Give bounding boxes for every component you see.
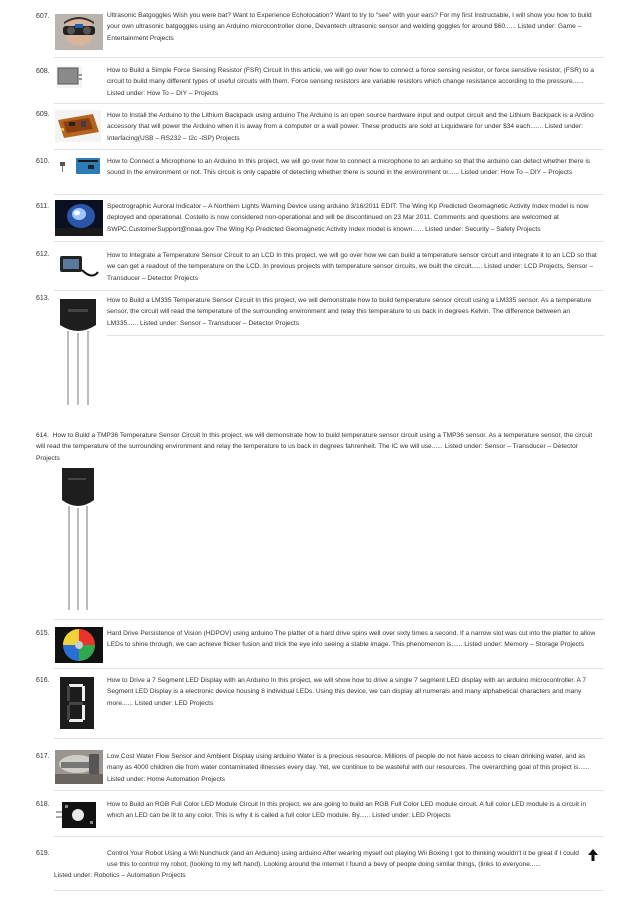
entry-number: 612.: [36, 251, 50, 258]
entry-number: 617.: [36, 753, 50, 760]
entry-description[interactable]: [36, 430, 602, 464]
entry-thumbnail[interactable]: [55, 627, 103, 663]
entry-description[interactable]: How to Build a Simple Force Sensing Resistor (FSR) Circuit In this article, we will go over how to connect a force sensing resistor, or force sensitive resistor, (FSR) to a circuit to build many different types of useful circuits with them. Force sensing resistors are variable resistors which change resistance according to the pressure...... Listed under: How To – DIY – Projects: [107, 67, 595, 97]
entry-thumbnail[interactable]: [56, 675, 100, 733]
entry-description[interactable]: How to Install the Arduino to the Lithium Backpack using arduino The Arduino is an open source hardware input and output circuit and the Lithium Backpack is a Ardino accessory that will power the Arduino when it is away from a computer or a wall power. These products are sold at Liquidware for under $34 each....... Listed under: Interfacing(USB – RS232 – I2c -ISP) Projects: [107, 112, 594, 142]
entry-number: 607.: [36, 13, 50, 20]
entry-thumbnail[interactable]: [55, 110, 101, 142]
entry-thumbnail[interactable]: [56, 66, 82, 88]
separator: [54, 241, 604, 242]
entry-number: 608.: [36, 68, 50, 75]
separator: [107, 335, 604, 336]
entry-number: 615.: [36, 630, 50, 637]
entry-description[interactable]: How to Connect a Microphone to an Arduino In this project, we will go over how to connect a microphone to an arduino so that the arduino can detect whether there is sound in the environment or not. This circuit is only capable of detecting whether there is sound in the environment or...... Listed under: How To – DIY – Projects: [107, 158, 591, 177]
entry-thumbnail[interactable]: [56, 250, 100, 282]
entry-text: How to Build a TMP36 Temperature Sensor Circuit In this project, we will demonstrate how to build temperature sensor circuit using a TMP36 sensor. As a temperature sensor, the circuit will read the temperature of the surrounding environment and relay the temperature to us back in degrees fahrenheit. The IC we will use...... Listed under: Sensor – Transducer – Detector Projects: [36, 432, 593, 462]
entry-description[interactable]: Spectrographic Auroral Indicator – A Northern Lights Warning Device using arduino 3/16/2011 EDIT: The Wing Kp Predicted Geomagnetic Activity Index model is now deployed and operational. Costello is now considered non-operational and will be discontinued on 23 Mar 2011. Comments and questions are welcomed at SWPC.CustomerSupport@noaa.gov The Wing Kp Predicted Geomagnetic Activity Index model is known...... Listed under: Security – Safety Projects: [107, 203, 589, 233]
separator: [54, 890, 604, 891]
separator: [54, 194, 604, 195]
entry-number: 614.: [36, 432, 49, 439]
separator: [54, 290, 604, 291]
separator: [54, 836, 604, 837]
entry-number: 611.: [36, 203, 50, 210]
entry-number: 610.: [36, 158, 50, 165]
entry-category[interactable]: Listed under: Robotics – Automation Projects: [54, 872, 186, 879]
entry-description[interactable]: Hard Drive Persistence of Vision (HDPOV) using arduino The platter of a hard drive spins well over sixty times a second. If a narrow slot was cut into the platter to allow LEDs to shine through, we can achieve flicker fusion and trick the eye into seeing a stable image. This phenomenon is...... Listed under: Memory – Storage Projects: [107, 630, 596, 649]
entry-description[interactable]: How to Build a LM335 Temperature Sensor Circuit In this project, we will demonstrate how to build temperature sensor circuit using a LM335 sensor. As a temperature sensor, the circuit will read the temperature of the surrounding environment and relay this temperature to us back in degrees Kelvin. The difference between an LM335...... Listed under: Sensor – Transducer – Detector Projects: [107, 297, 592, 327]
entry-thumbnail[interactable]: [55, 14, 103, 50]
entry-thumbnail[interactable]: [56, 295, 100, 408]
entry-number: 618.: [36, 801, 50, 808]
separator: [54, 790, 604, 791]
separator: [54, 149, 604, 150]
entry-description[interactable]: Control Your Robot Using a Wii Nunchuck (and an Arduino) using arduino After wearing myself out playing Wii Boxing I got to thinking wouldn't it be great if I could use this to control my robot, (looking to my left hand). Looking around the internet I found a bevy of people doing similar things, (links to everyone......: [107, 850, 579, 869]
entry-thumbnail[interactable]: [58, 157, 102, 175]
entry-thumbnail[interactable]: [56, 799, 102, 831]
entry-number: 619.: [36, 850, 50, 857]
entry-description[interactable]: How to Build an RGB Full Color LED Module Circuit In this project, we are going to build an RGB Full Color LED module circuit. A full color LED module is a circuit in which an LED can be lit to any color. This is why it is called a full color LED module. By...... Listed under: LED Projects: [107, 801, 586, 820]
separator: [54, 103, 604, 104]
entry-number: 609.: [36, 111, 50, 118]
entry-description[interactable]: How to Integrate a Temperature Sensor Circuit to an LCD In this project, we will go over how we can build a temperature sensor circuit and integrate it to an LCD so that we can get a readout of the temperature on the LCD. In previous projects with temperature sensor circuits, we built the circuit...... Listed under: LCD Projects, Sensor – Transducer – Detector Projects: [107, 252, 597, 282]
entry-number: 616.: [36, 677, 50, 684]
entry-thumbnail[interactable]: [56, 466, 100, 614]
up-arrow-icon[interactable]: [588, 848, 598, 860]
entry-thumbnail[interactable]: [55, 750, 103, 784]
entry-number: 613.: [36, 295, 50, 302]
separator: [54, 738, 604, 739]
entry-thumbnail[interactable]: [55, 200, 103, 236]
separator: [54, 619, 604, 620]
separator: [54, 668, 604, 669]
separator: [54, 57, 604, 58]
entry-description[interactable]: Low Cost Water Flow Sensor and Ambient Display using arduino Water is a precious resource. Millions of people do not have access to clean drinking water, and as many as 4000 children die from water contaminated illnesses every day. Yet, we continue to be wasteful with our resources. The overarching goal of this project is...... Listed under: Home Automation Projects: [107, 753, 590, 783]
entry-description[interactable]: Ultrasonic Batgoggles Wish you were bat? Want to Experience Echolocation? Want to try to "see" with your ears? For my first Instructable, I will show you how to build your own ultrasonic batgoggles using an Arduino microcontroller clone, Devantech ultrasonic sensor and welding goggles for around $60...... Listed under: Game – Entertainment Projects: [107, 12, 592, 42]
entry-description[interactable]: How to Drive a 7 Segment LED Display with an Arduino In this project, we will show how to drive a single 7 segment LED display with an arduino microcontroller. A 7 Segment LED Display is a electronic device housing 8 individual LEDs. Using this device, we can display all numerals and many alphabetical characters and many more...... Listed under: LED Projects: [107, 677, 587, 707]
